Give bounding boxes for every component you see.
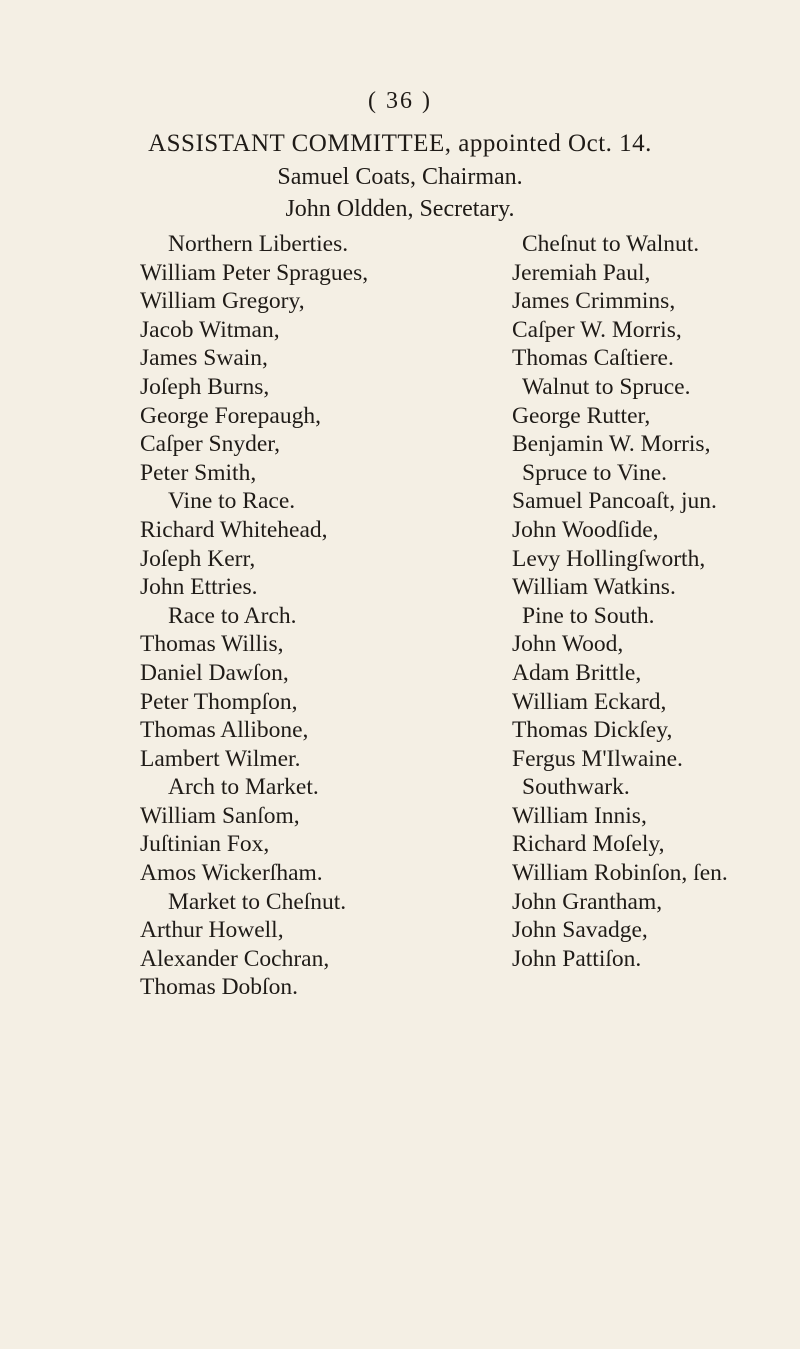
district-heading: Cheſnut to Walnut.: [522, 231, 700, 257]
member-name: Fergus M'Ilwaine.: [512, 745, 683, 772]
member-name: William Robinſon, ſen.: [512, 860, 728, 887]
member-name: Arthur Howell,: [140, 917, 284, 944]
member-name: Daniel Dawſon,: [140, 659, 289, 686]
district-heading: Vine to Race.: [168, 488, 296, 515]
member-name: Levy Hollingſworth,: [512, 545, 706, 572]
member-name: Caſper Snyder,: [140, 431, 281, 458]
member-name: George Rutter,: [512, 402, 651, 429]
member-name: Richard Whitehead,: [140, 516, 328, 543]
member-name: Thomas Dickſey,: [512, 717, 673, 744]
member-name: Joſeph Kerr,: [140, 545, 256, 572]
member-name: John Ettries.: [140, 574, 258, 601]
member-name: William Peter Spragues,: [140, 259, 369, 286]
district-heading: Walnut to Spruce.: [522, 373, 691, 400]
member-name: Amos Wickerſham.: [140, 860, 323, 887]
member-name: Samuel Pancoaſt, jun.: [512, 488, 717, 515]
member-name: Juſtinian Fox,: [140, 831, 270, 858]
member-name: John Woodſide,: [512, 516, 659, 543]
district-heading: Southwark.: [522, 774, 630, 801]
member-name: Lambert Wilmer.: [140, 745, 301, 772]
member-name: William Watkins.: [512, 574, 676, 601]
member-name: Jacob Witman,: [140, 316, 280, 343]
district-heading: Pine to South.: [522, 602, 655, 629]
member-name: Adam Brittle,: [512, 659, 642, 686]
right-column: [512, 230, 728, 973]
district-heading: Spruce to Vine.: [522, 459, 668, 486]
member-name: Peter Smith,: [140, 459, 257, 486]
member-name: John Grantham,: [512, 888, 663, 915]
appointed-date: appointed Oct. 14.: [458, 130, 652, 157]
member-name: William Sanſom,: [140, 802, 300, 829]
district-heading: Arch to Market.: [168, 774, 319, 801]
district-heading: Race to Arch.: [168, 602, 297, 629]
district-heading: Northern Liberties.: [168, 231, 349, 257]
secretary-line: John Oldden, Secretary.: [285, 196, 515, 222]
member-name: Richard Moſely,: [512, 831, 665, 858]
member-name: Thomas Caſtiere.: [512, 345, 674, 372]
member-name: Joſeph Burns,: [140, 373, 270, 400]
member-name: Benjamin W. Morris,: [512, 431, 711, 458]
member-name: William Gregory,: [140, 288, 305, 315]
member-name: Caſper W. Morris,: [512, 316, 682, 343]
district-heading: Market to Cheſnut.: [168, 888, 347, 915]
member-name: Alexander Cochran,: [140, 945, 330, 972]
member-name: Thomas Willis,: [140, 631, 284, 658]
member-name: Thomas Allibone,: [140, 717, 309, 744]
member-name: Jeremiah Paul,: [512, 259, 651, 286]
member-name: Peter Thompſon,: [140, 688, 298, 715]
member-name: John Wood,: [512, 631, 624, 658]
left-column: [140, 230, 368, 1002]
member-name: Thomas Dobſon.: [140, 974, 298, 1001]
member-name: William Innis,: [512, 802, 647, 829]
member-name: James Swain,: [140, 345, 268, 372]
member-name: John Savadge,: [512, 917, 648, 944]
member-name: John Pattiſon.: [512, 945, 642, 972]
page-number: ( 36 ): [368, 88, 432, 114]
member-name: George Forepaugh,: [140, 402, 321, 429]
member-name: James Crimmins,: [512, 288, 676, 315]
chairman-line: Samuel Coats, Chairman.: [277, 164, 523, 190]
page-title: [0, 130, 800, 158]
member-name: William Eckard,: [512, 688, 667, 715]
committee-title: ASSISTANT COMMITTEE,: [148, 130, 452, 157]
